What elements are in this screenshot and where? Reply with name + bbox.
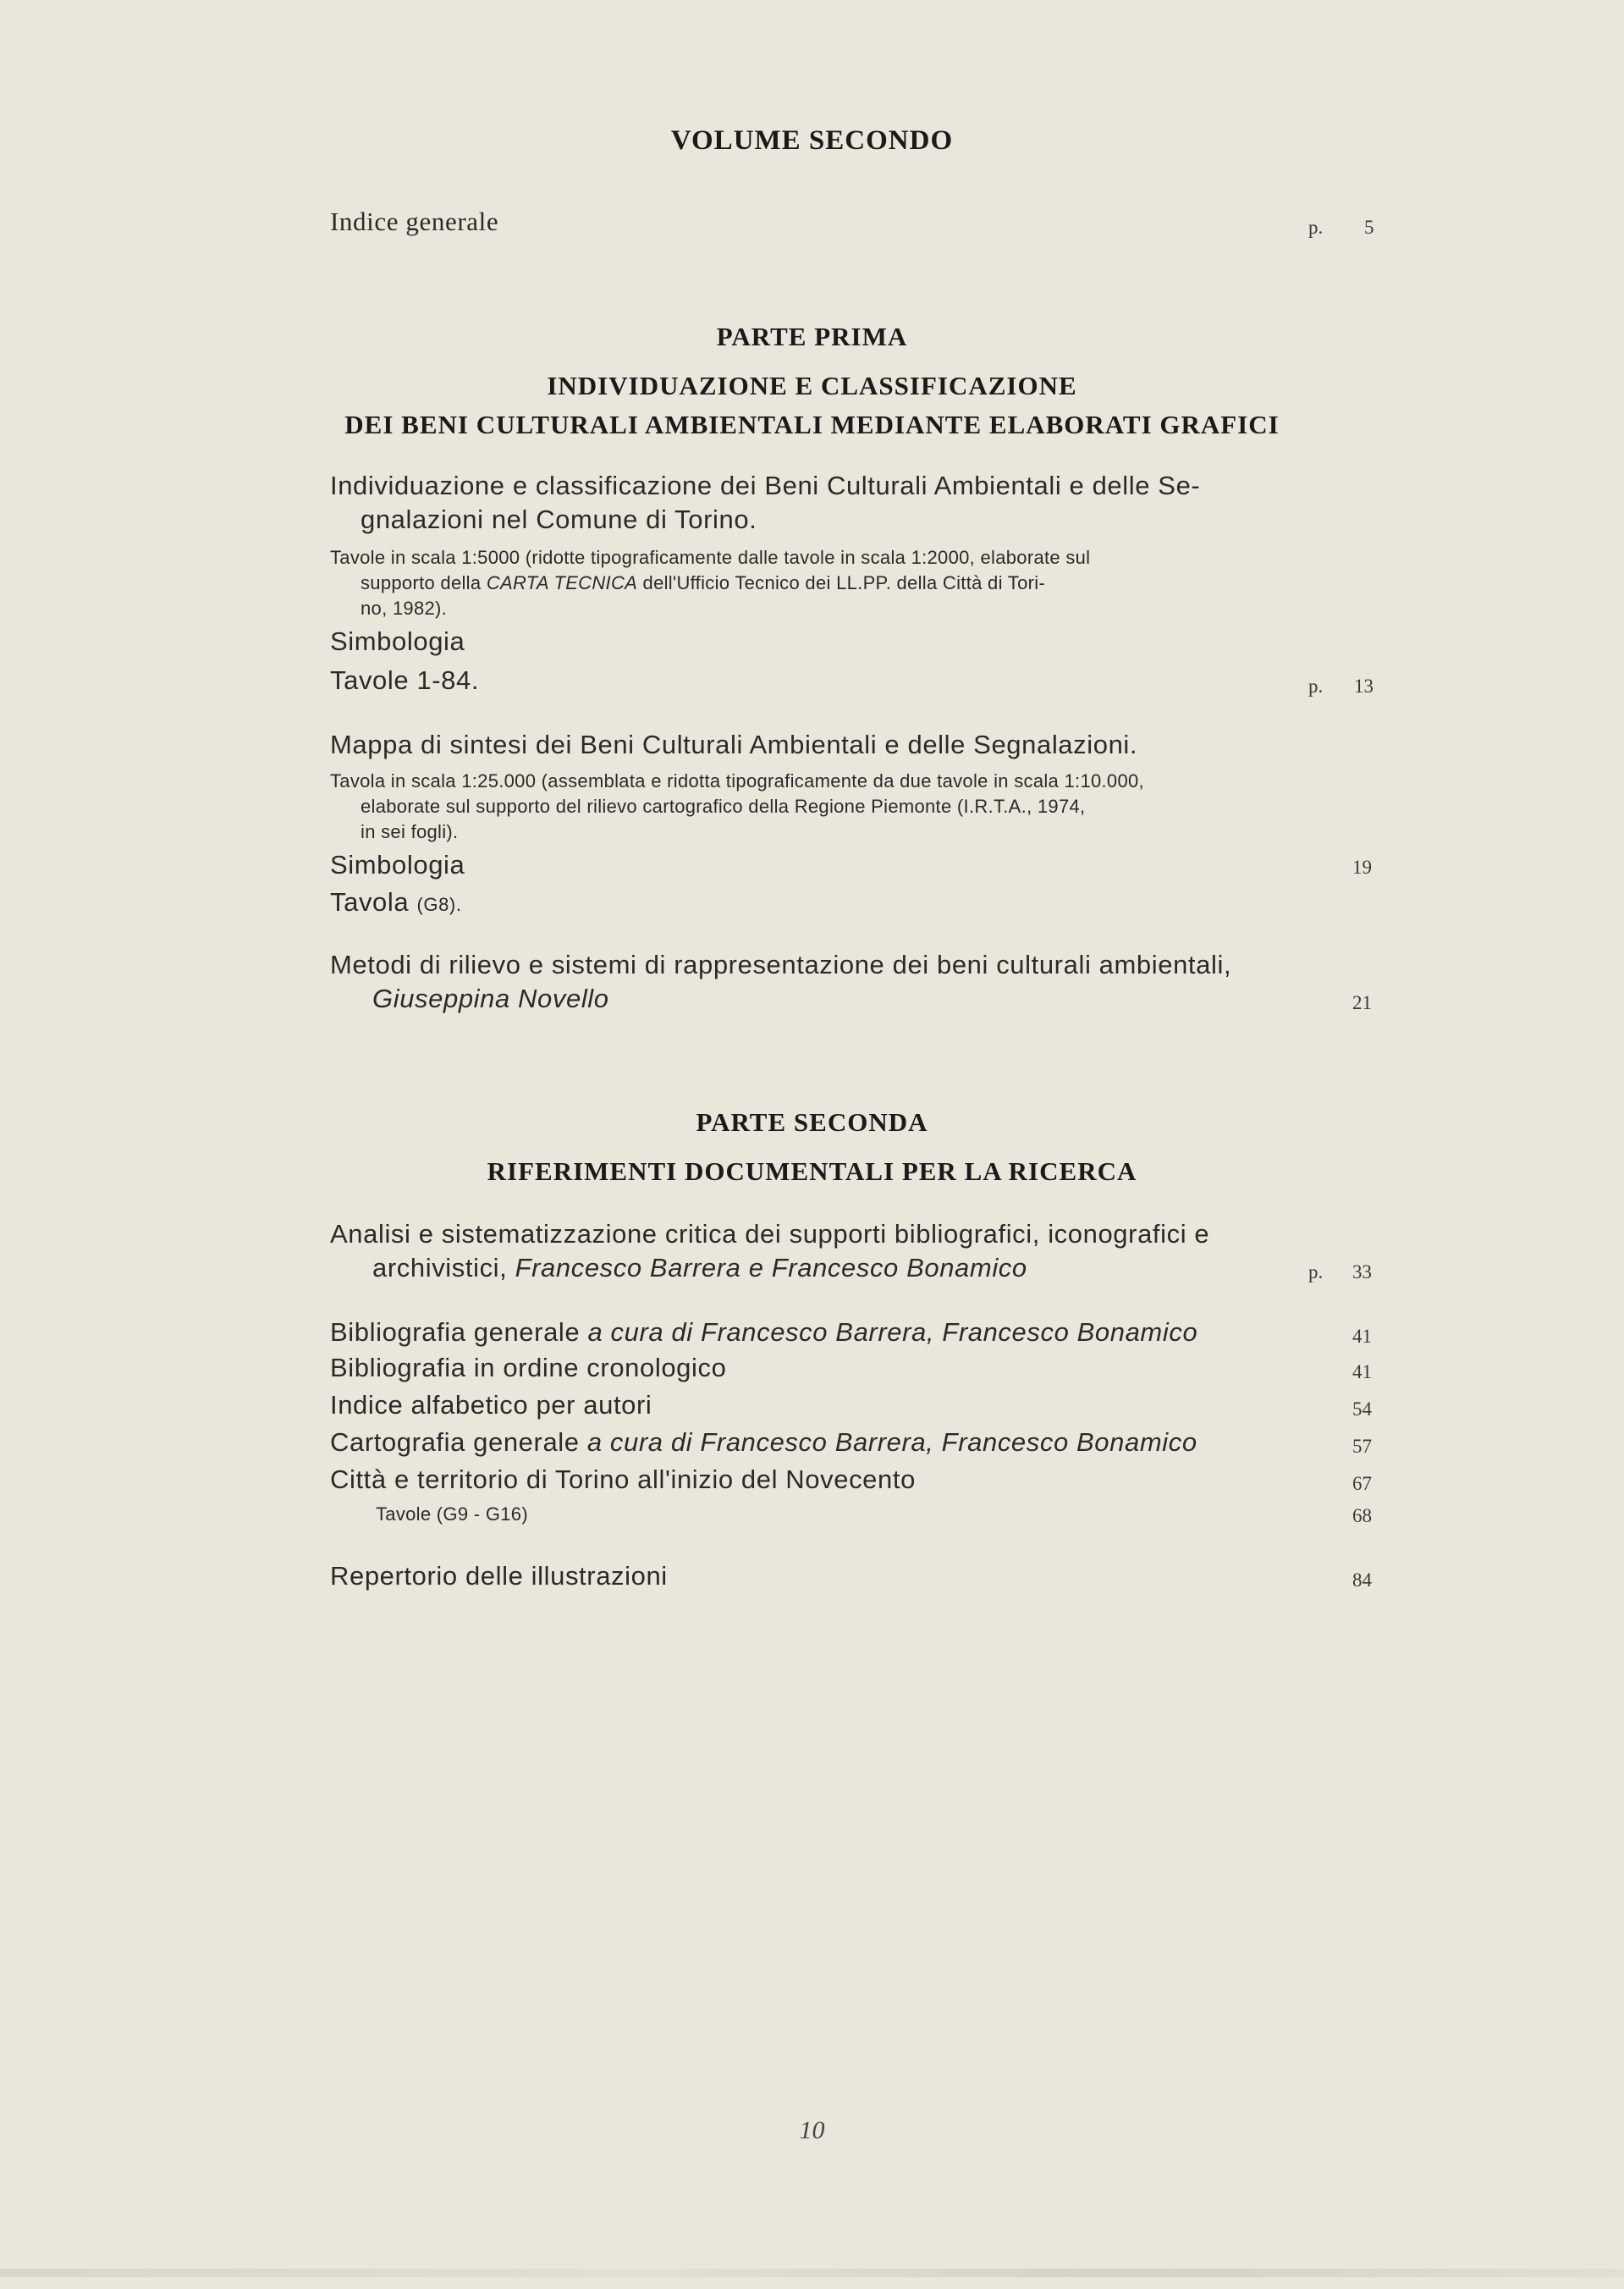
parte-prima-subtitle-1: INDIVIDUAZIONE E CLASSIFICAZIONE	[547, 371, 1077, 400]
mappa-page: 19	[1352, 857, 1372, 878]
repertorio: Repertorio delle illustrazioni	[330, 1561, 668, 1591]
individuazione-tavole: Tavole 1-84.	[330, 665, 480, 695]
page-folio: 10	[799, 2116, 825, 2144]
individuazione-line-2: gnalazioni nel Comune di Torino.	[361, 505, 757, 534]
repertorio-page: 84	[1352, 1569, 1372, 1591]
entry-citta-territorio-page: 67	[1352, 1473, 1372, 1494]
entry-cartografia-generale-page: 57	[1352, 1436, 1372, 1457]
metodi-page: 21	[1352, 992, 1372, 1013]
individuazione-note-1: Tavole in scala 1:5000 (ridotte tipograficamente dalle tavole in scala 1:2000, elaborate sul	[330, 547, 1091, 568]
tavole-sub: Tavole (G9 - G16)	[376, 1503, 528, 1525]
entry-indice-alfabetico: Indice alfabetico per autori	[330, 1390, 652, 1420]
mappa-tavola: Tavola (G8).	[330, 887, 462, 917]
individuazione-note-2: supporto della CARTA TECNICA dell'Ufficio Tecnico dei LL.PP. della Città di Tori-	[361, 572, 1046, 593]
parte-seconda-subtitle: RIFERIMENTI DOCUMENTALI PER LA RICERCA	[487, 1156, 1137, 1186]
analisi-p: p.	[1308, 1261, 1324, 1282]
indice-generale-page: 5	[1364, 217, 1374, 238]
mappa-note-2: elaborate sul supporto del rilievo cartografico della Regione Piemonte (I.R.T.A., 1974,	[361, 796, 1086, 817]
mappa-note-1: Tavola in scala 1:25.000 (assemblata e ridotta tipograficamente da due tavole in scala 1:10.000,	[330, 770, 1144, 791]
analisi-page: 33	[1352, 1261, 1372, 1282]
entry-cartografia-generale: Cartografia generale a cura di Francesco Barrera, Francesco Bonamico	[330, 1427, 1197, 1457]
individuazione-note-3: no, 1982).	[361, 598, 448, 619]
indice-generale-label: Indice generale	[330, 207, 499, 236]
tavole-sub-page: 68	[1352, 1505, 1372, 1526]
parte-prima-subtitle-2: DEI BENI CULTURALI AMBIENTALI MEDIANTE ELABORATI GRAFICI	[344, 410, 1280, 439]
entry-bibliografia-cronologico: Bibliografia in ordine cronologico	[330, 1353, 727, 1382]
entry-bibliografia-generale: Bibliografia generale a cura di Francesco Barrera, Francesco Bonamico	[330, 1317, 1198, 1347]
carta-tecnica-label: CARTA TECNICA	[486, 572, 638, 593]
scan-edge	[0, 2269, 1624, 2277]
mappa-line-1: Mappa di sintesi dei Beni Culturali Ambientali e delle Segnalazioni.	[330, 730, 1138, 759]
analisi-line-2: archivistici, Francesco Barrera e Francesco Bonamico	[372, 1253, 1027, 1282]
mappa-tavola-ref: (G8).	[416, 894, 462, 915]
individuazione-simbologia: Simbologia	[330, 626, 465, 656]
individuazione-p: p.	[1308, 676, 1324, 697]
parte-seconda-title: PARTE SECONDA	[696, 1107, 928, 1137]
parte-prima-title: PARTE PRIMA	[716, 322, 908, 351]
indice-generale-p: p.	[1308, 217, 1324, 238]
metodi-author: Giuseppina Novello	[372, 984, 609, 1013]
mappa-simbologia: Simbologia	[330, 850, 465, 880]
analisi-line-1: Analisi e sistematizzazione critica dei supporti bibliografici, iconografici e	[330, 1219, 1210, 1249]
individuazione-line-1: Individuazione e classificazione dei Beni Culturali Ambientali e delle Se-	[330, 471, 1201, 500]
entry-indice-alfabetico-page: 54	[1352, 1398, 1372, 1420]
mappa-note-3: in sei fogli).	[361, 821, 459, 842]
metodi-line-1: Metodi di rilievo e sistemi di rappresentazione dei beni culturali ambientali,	[330, 950, 1232, 979]
individuazione-page: 13	[1354, 676, 1374, 697]
entry-bibliografia-cronologico-page: 41	[1352, 1361, 1372, 1382]
volume-title: VOLUME SECONDO	[670, 125, 954, 156]
entry-citta-territorio: Città e territorio di Torino all'inizio del Novecento	[330, 1464, 916, 1494]
analisi-author: Francesco Barrera e Francesco Bonamico	[515, 1253, 1027, 1282]
entry-bibliografia-generale-page: 41	[1352, 1326, 1372, 1347]
